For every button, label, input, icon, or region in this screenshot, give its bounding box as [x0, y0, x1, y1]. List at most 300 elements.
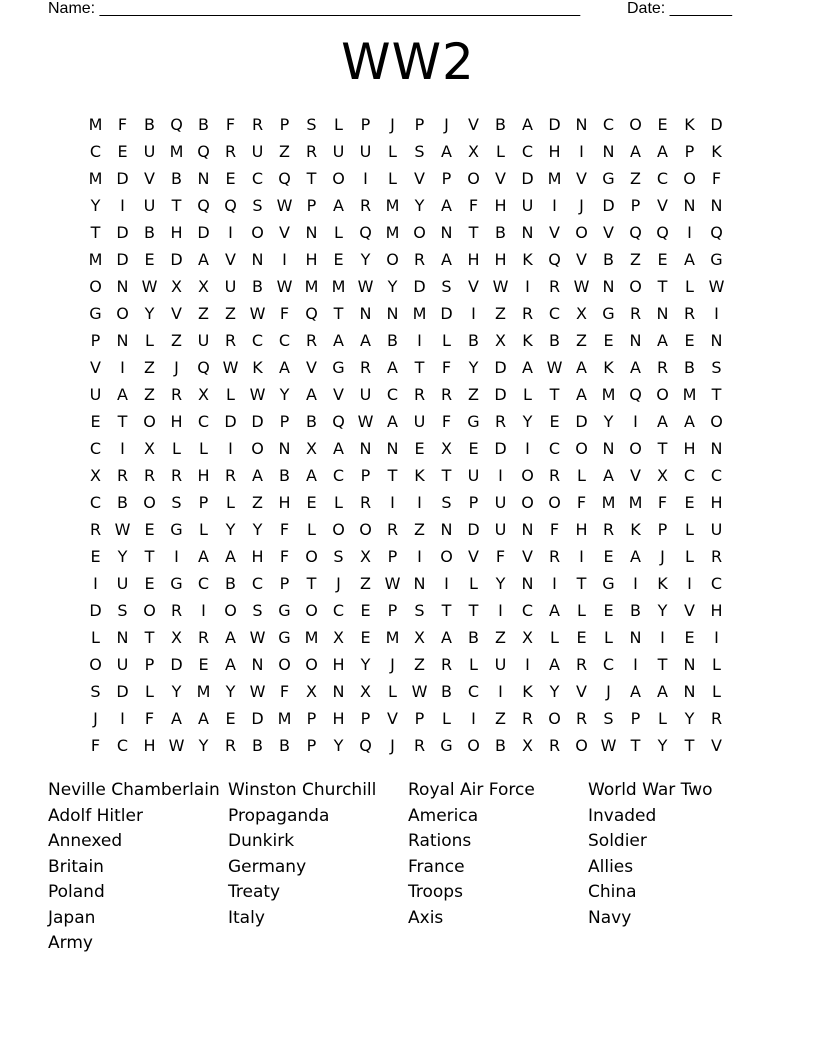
grid-row [82, 597, 742, 624]
grid-letter: U [494, 520, 507, 539]
grid-letter: N [251, 655, 264, 674]
grid-letter: S [441, 493, 452, 512]
grid-letter: P [279, 115, 290, 134]
grid-letter: O [521, 466, 534, 485]
grid-letter: P [306, 736, 317, 755]
grid-letter: L [442, 709, 451, 728]
grid-letter: A [360, 331, 371, 350]
grid-letter: U [467, 466, 480, 485]
grid-letter: R [494, 412, 507, 431]
grid-letter: Y [90, 196, 101, 215]
grid-letter: E [333, 250, 344, 269]
grid-letter: U [359, 142, 372, 161]
word-list-item: Invaded [588, 805, 657, 826]
grid-letter: I [120, 439, 125, 458]
grid-letter: B [630, 601, 641, 620]
grid-letter: Y [468, 358, 479, 377]
grid-letter: O [629, 439, 642, 458]
grid-letter: T [306, 574, 317, 593]
grid-letter: I [687, 223, 692, 242]
grid-letter: L [199, 439, 208, 458]
grid-letter: D [494, 439, 507, 458]
grid-letter: Y [225, 520, 236, 539]
grid-letter: L [577, 601, 586, 620]
grid-letter: X [306, 682, 317, 701]
grid-letter: P [414, 709, 425, 728]
grid-letter: L [334, 493, 343, 512]
grid-letter: E [144, 520, 155, 539]
grid-letter: H [710, 493, 723, 512]
grid-letter: I [714, 628, 719, 647]
worksheet-header [48, 0, 748, 20]
grid-letter: Y [657, 601, 668, 620]
grid-letter: A [630, 142, 641, 161]
grid-letter: S [117, 601, 128, 620]
grid-letter: Q [656, 223, 669, 242]
grid-letter: L [685, 277, 694, 296]
grid-letter: Z [414, 520, 425, 539]
grid-letter: B [144, 223, 155, 242]
grid-letter: N [251, 250, 264, 269]
grid-letter: B [117, 493, 128, 512]
grid-letter: E [144, 250, 155, 269]
grid-letter: X [333, 628, 344, 647]
grid-letter: I [714, 304, 719, 323]
grid-letter: X [657, 466, 668, 485]
grid-letter: F [144, 709, 155, 728]
grid-letter: Y [171, 682, 182, 701]
word-list-item: Rations [408, 831, 472, 851]
grid-letter: A [333, 331, 344, 350]
grid-letter: X [171, 277, 182, 296]
grid-letter: G [440, 736, 453, 755]
grid-letter: N [359, 304, 372, 323]
grid-letter: D [494, 358, 507, 377]
grid-letter: C [197, 574, 210, 593]
grid-letter: Z [495, 304, 506, 323]
grid-letter: E [684, 628, 695, 647]
grid-letter: K [684, 115, 695, 134]
grid-letter: R [224, 331, 237, 350]
grid-letter: L [388, 169, 397, 188]
grid-letter: E [468, 439, 479, 458]
word-list-item: Royal Air Force [408, 780, 535, 800]
grid-letter: E [684, 331, 695, 350]
grid-letter: A [441, 628, 452, 647]
grid-letter: F [225, 115, 236, 134]
grid-letter: Y [144, 304, 155, 323]
grid-letter: E [603, 547, 614, 566]
grid-letter: H [170, 412, 183, 431]
grid-letter: B [495, 223, 506, 242]
grid-letter: E [360, 628, 371, 647]
grid-letter: U [494, 655, 507, 674]
grid-letter: A [630, 358, 641, 377]
grid-letter: U [143, 196, 156, 215]
grid-letter: M [277, 709, 292, 728]
grid-letter: F [279, 682, 290, 701]
grid-letter: U [89, 385, 102, 404]
grid-letter: O [521, 493, 534, 512]
grid-letter: O [251, 223, 264, 242]
grid-letter: C [710, 466, 723, 485]
grid-letter: M [196, 682, 211, 701]
grid-letter: J [606, 682, 611, 701]
grid-row [82, 570, 742, 597]
grid-letter: A [522, 358, 533, 377]
grid-letter: A [441, 142, 452, 161]
grid-letter: N [602, 277, 615, 296]
grid-letter: R [548, 466, 561, 485]
grid-letter: R [305, 331, 318, 350]
grid-letter: I [579, 142, 584, 161]
grid-letter: C [197, 412, 210, 431]
grid-letter: L [712, 655, 721, 674]
grid-letter: I [282, 250, 287, 269]
grid-letter: R [170, 601, 183, 620]
grid-letter: I [417, 493, 422, 512]
grid-letter: I [471, 304, 476, 323]
grid-letter: U [359, 385, 372, 404]
grid-letter: E [657, 115, 668, 134]
grid-row [82, 165, 742, 192]
grid-letter: I [525, 439, 530, 458]
grid-letter: R [413, 250, 426, 269]
grid-letter: J [174, 358, 179, 377]
grid-letter: J [93, 709, 98, 728]
grid-letter: I [228, 439, 233, 458]
grid-letter: R [170, 385, 183, 404]
grid-letter: M [304, 628, 319, 647]
grid-letter: V [225, 250, 236, 269]
grid-letter: F [441, 412, 452, 431]
grid-letter: C [251, 331, 264, 350]
grid-letter: O [548, 493, 561, 512]
grid-row [82, 516, 742, 543]
grid-letter: A [684, 250, 695, 269]
grid-letter: R [386, 520, 399, 539]
grid-letter: N [629, 628, 642, 647]
grid-letter: Q [332, 412, 345, 431]
grid-letter: M [547, 169, 562, 188]
grid-letter: V [576, 250, 587, 269]
grid-letter: F [549, 520, 560, 539]
grid-row [82, 273, 742, 300]
grid-letter: D [251, 412, 264, 431]
grid-letter: X [306, 439, 317, 458]
grid-letter: K [603, 358, 614, 377]
grid-letter: Y [549, 682, 560, 701]
grid-letter: D [602, 196, 615, 215]
grid-letter: C [386, 385, 399, 404]
grid-letter: V [468, 115, 479, 134]
grid-letter: L [685, 547, 694, 566]
grid-letter: O [467, 736, 480, 755]
grid-letter: F [90, 736, 101, 755]
grid-letter: O [89, 655, 102, 674]
grid-letter: A [549, 601, 560, 620]
grid-letter: N [440, 520, 453, 539]
grid-letter: N [521, 520, 534, 539]
grid-letter: U [197, 331, 210, 350]
grid-letter: N [116, 277, 129, 296]
grid-letter: V [657, 196, 668, 215]
grid-letter: M [385, 628, 400, 647]
grid-letter: D [170, 250, 183, 269]
grid-letter: U [251, 142, 264, 161]
grid-row [82, 192, 742, 219]
grid-letter: R [710, 547, 723, 566]
grid-letter: K [522, 682, 533, 701]
grid-letter: Y [387, 277, 398, 296]
grid-letter: Y [117, 547, 128, 566]
grid-letter: L [469, 655, 478, 674]
grid-letter: R [548, 277, 561, 296]
grid-letter: Z [279, 142, 290, 161]
grid-letter: E [117, 142, 128, 161]
grid-letter: R [359, 493, 372, 512]
grid-letter: I [525, 655, 530, 674]
grid-letter: C [89, 142, 102, 161]
grid-letter: K [522, 250, 533, 269]
grid-letter: V [90, 358, 101, 377]
grid-letter: P [360, 115, 371, 134]
grid-letter: C [521, 142, 534, 161]
grid-letter: E [576, 628, 587, 647]
grid-letter: H [683, 439, 696, 458]
grid-letter: J [579, 196, 584, 215]
grid-letter: A [117, 385, 128, 404]
grid-letter: A [225, 547, 236, 566]
grid-letter: C [332, 466, 345, 485]
grid-letter: N [521, 223, 534, 242]
grid-letter: R [224, 142, 237, 161]
grid-letter: A [522, 115, 533, 134]
grid-letter: T [630, 736, 641, 755]
grid-letter: N [710, 439, 723, 458]
grid-letter: R [575, 709, 588, 728]
grid-letter: B [468, 331, 479, 350]
grid-letter: W [276, 196, 293, 215]
grid-letter: L [550, 628, 559, 647]
grid-letter: O [656, 385, 669, 404]
grid-letter: S [603, 709, 614, 728]
grid-letter: Z [630, 250, 641, 269]
grid-letter: V [468, 277, 479, 296]
grid-row [82, 381, 742, 408]
grid-letter: A [306, 385, 317, 404]
grid-letter: L [226, 385, 235, 404]
grid-letter: P [198, 493, 209, 512]
date-field-line: Date: _______ [627, 0, 732, 17]
grid-letter: W [114, 520, 131, 539]
grid-letter: O [575, 736, 588, 755]
grid-letter: N [602, 142, 615, 161]
grid-letter: T [468, 223, 479, 242]
grid-letter: Z [495, 628, 506, 647]
grid-letter: M [412, 304, 427, 323]
grid-letter: R [440, 385, 453, 404]
grid-letter: Y [657, 736, 668, 755]
grid-letter: Q [305, 304, 318, 323]
word-list-item: Japan [48, 907, 96, 928]
grid-letter: K [414, 466, 425, 485]
grid-letter: R [629, 304, 642, 323]
grid-letter: E [360, 601, 371, 620]
grid-row [82, 246, 742, 273]
grid-letter: D [467, 520, 480, 539]
grid-letter: T [441, 466, 452, 485]
grid-letter: G [170, 574, 183, 593]
grid-letter: O [305, 655, 318, 674]
grid-letter: D [413, 277, 426, 296]
grid-letter: I [471, 709, 476, 728]
grid-letter: Q [359, 736, 372, 755]
grid-letter: T [657, 655, 668, 674]
grid-letter: H [305, 250, 318, 269]
grid-letter: C [251, 574, 264, 593]
grid-letter: I [228, 223, 233, 242]
grid-letter: G [278, 628, 291, 647]
word-list-item: Troops [408, 882, 463, 902]
grid-letter: G [602, 574, 615, 593]
grid-row [82, 327, 742, 354]
grid-letter: P [387, 547, 398, 566]
grid-letter: K [522, 331, 533, 350]
grid-letter: B [144, 115, 155, 134]
grid-letter: Y [684, 709, 695, 728]
grid-letter: D [440, 304, 453, 323]
grid-letter: N [305, 223, 318, 242]
grid-letter: F [279, 304, 290, 323]
grid-letter: N [386, 304, 399, 323]
grid-letter: M [628, 493, 643, 512]
grid-letter: C [521, 601, 534, 620]
grid-letter: O [413, 223, 426, 242]
grid-letter: P [90, 331, 101, 350]
grid-letter: Y [279, 385, 290, 404]
grid-letter: E [603, 601, 614, 620]
grid-letter: S [414, 601, 425, 620]
grid-letter: H [143, 736, 156, 755]
grid-letter: A [630, 547, 641, 566]
grid-letter: W [249, 682, 266, 701]
grid-letter: H [170, 223, 183, 242]
grid-letter: I [390, 493, 395, 512]
grid-letter: J [390, 736, 395, 755]
grid-letter: A [684, 412, 695, 431]
grid-letter: V [171, 304, 182, 323]
grid-letter: R [521, 709, 534, 728]
grid-letter: N [710, 331, 723, 350]
grid-letter: C [683, 466, 696, 485]
grid-letter: L [388, 142, 397, 161]
grid-letter: O [548, 709, 561, 728]
grid-letter: E [603, 331, 614, 350]
grid-letter: B [603, 250, 614, 269]
grid-letter: M [88, 169, 103, 188]
grid-letter: N [521, 574, 534, 593]
grid-letter: R [683, 304, 696, 323]
grid-letter: Q [170, 115, 183, 134]
word-search-grid [82, 111, 742, 759]
grid-letter: X [441, 439, 452, 458]
grid-row [82, 219, 742, 246]
grid-letter: V [684, 601, 695, 620]
grid-row [82, 705, 742, 732]
grid-letter: M [682, 385, 697, 404]
grid-letter: W [168, 736, 185, 755]
grid-letter: I [660, 628, 665, 647]
grid-letter: R [521, 304, 534, 323]
grid-letter: A [225, 628, 236, 647]
grid-letter: R [413, 385, 426, 404]
grid-letter: D [710, 115, 723, 134]
grid-letter: P [414, 115, 425, 134]
grid-letter: R [359, 358, 372, 377]
grid-letter: O [710, 412, 723, 431]
grid-letter: M [331, 277, 346, 296]
grid-row [82, 300, 742, 327]
grid-letter: H [197, 466, 210, 485]
grid-row [82, 489, 742, 516]
grid-letter: D [494, 385, 507, 404]
grid-letter: L [658, 709, 667, 728]
grid-letter: F [576, 493, 587, 512]
grid-letter: W [249, 385, 266, 404]
grid-letter: B [279, 736, 290, 755]
grid-letter: U [116, 574, 129, 593]
grid-letter: C [467, 682, 480, 701]
grid-letter: F [441, 358, 452, 377]
grid-letter: U [521, 196, 534, 215]
grid-letter: Y [522, 412, 533, 431]
grid-letter: P [468, 493, 479, 512]
grid-letter: B [225, 574, 236, 593]
grid-letter: E [90, 412, 101, 431]
grid-letter: H [575, 520, 588, 539]
grid-letter: D [170, 655, 183, 674]
grid-letter: G [467, 412, 480, 431]
grid-letter: M [88, 115, 103, 134]
grid-letter: S [252, 196, 263, 215]
grid-letter: T [441, 601, 452, 620]
word-list-item: China [588, 882, 637, 902]
grid-letter: T [657, 277, 668, 296]
grid-letter: W [492, 277, 509, 296]
grid-row [82, 651, 742, 678]
grid-letter: O [89, 277, 102, 296]
grid-letter: L [145, 331, 154, 350]
grid-letter: E [144, 574, 155, 593]
grid-letter: S [711, 358, 722, 377]
grid-letter: W [222, 358, 239, 377]
grid-letter: E [225, 709, 236, 728]
grid-letter: C [602, 115, 615, 134]
grid-letter: A [576, 385, 587, 404]
grid-letter: J [390, 655, 395, 674]
grid-letter: B [468, 628, 479, 647]
grid-letter: T [171, 196, 182, 215]
grid-letter: S [306, 115, 317, 134]
grid-letter: H [251, 547, 264, 566]
grid-letter: V [279, 223, 290, 242]
grid-letter: T [144, 547, 155, 566]
grid-letter: A [441, 196, 452, 215]
grid-letter: D [548, 115, 561, 134]
grid-letter: E [414, 439, 425, 458]
grid-letter: X [522, 736, 533, 755]
